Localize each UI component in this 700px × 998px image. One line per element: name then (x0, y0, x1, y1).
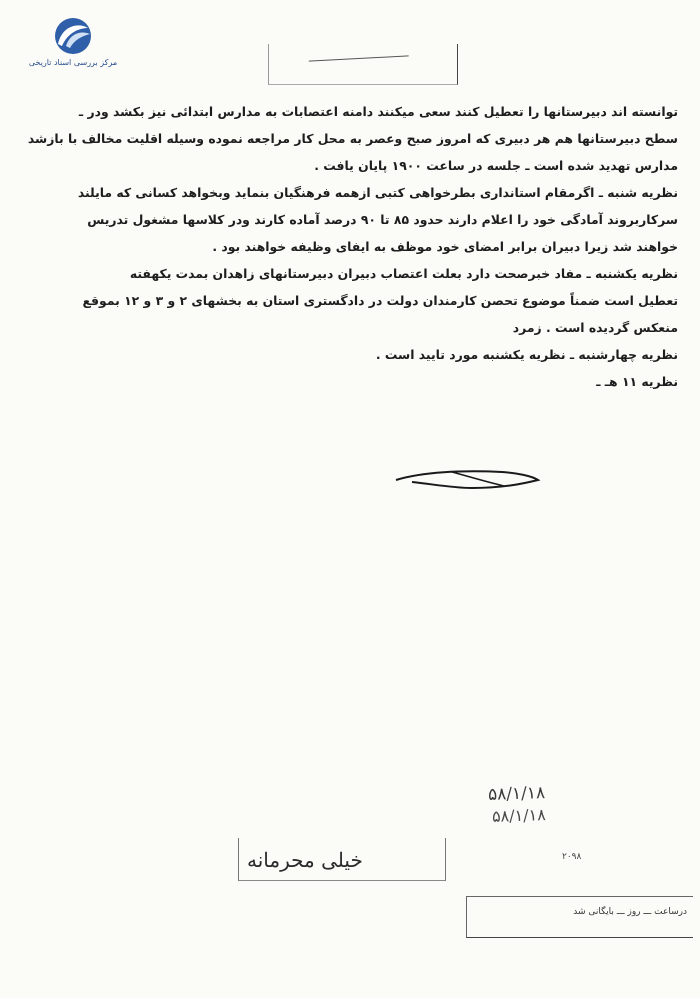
body-line-4: نظریه شنبه ـ اگرمقام استانداری بطرخواهی کتبی ازهمه فرهنگیان بنماید وبخواهد کسانی که مایلند (77, 185, 678, 200)
body-line-3: مدارس تهدید شده است ـ جلسه در ساعت ۱۹۰۰ پایان یافت . (314, 158, 678, 173)
margin-number-note: ۲۰۹۸ (562, 852, 582, 862)
archive-logo-icon (44, 16, 102, 56)
confidential-stamp (238, 838, 446, 881)
body-line-9: منعکس گردیده است . زمرد (512, 320, 678, 335)
body-line-11: نظریه ۱۱ هـ ـ (596, 374, 678, 389)
archive-box (466, 896, 693, 938)
body-line-5: سرکاربروند آمادگی خود را اعلام دارند حدود ۸۵ تا ۹۰ درصد آماده کارند ودر کلاسها مشغول تدریس (87, 212, 678, 227)
body-line-8: تعطیل است ضمناً موضوع تحصن کارمندان دولت در دادگستری استان به بخشهای ۲ و ۳ و ۱۲ بموقع (82, 293, 678, 308)
archive-logo (18, 16, 128, 72)
body-line-2: سطح دبیرستانها هم هر دبیری که امروز صبح وعصر به محل کار مراجعه نموده وسیله اقلیت مخالف با بازشد (27, 131, 678, 146)
body-line-7: نظریه یکشنبه ـ مفاد خبرصحت دارد بعلت اعتصاب دبیران دبیرستانهای زاهدان بمدت یکهفته (129, 266, 678, 281)
margin-date-note: ۵۸/۱/۱۸ (487, 783, 546, 805)
body-line-1: توانسته اند دبیرستانها را تعطیل کنند سعی میکنند دامنه اعتصابات به مدارس ابتدائی نیز بکشد ودر ـ (78, 104, 678, 119)
archive-logo-text: مرکز بررسی اسناد تاریخی (28, 58, 118, 67)
header-scribble (309, 55, 409, 71)
archive-label: درساعت ـــ روز ـــ بایگانی شد (573, 907, 687, 917)
body-line-10: نظریه چهارشنبه ـ نظریه یکشنبه مورد تایید است . (375, 347, 678, 362)
body-line-6: خواهند شد زیرا دبیران برابر امضای خود موظف به ایفای وظیفه خواهند بود . (212, 239, 678, 254)
margin-date-note-2: ۵۸/۱/۱۸ (491, 805, 547, 826)
header-stamp-box (268, 44, 458, 85)
signature-icon (392, 462, 542, 494)
confidential-stamp-text: خیلی محرمانه (247, 848, 363, 872)
